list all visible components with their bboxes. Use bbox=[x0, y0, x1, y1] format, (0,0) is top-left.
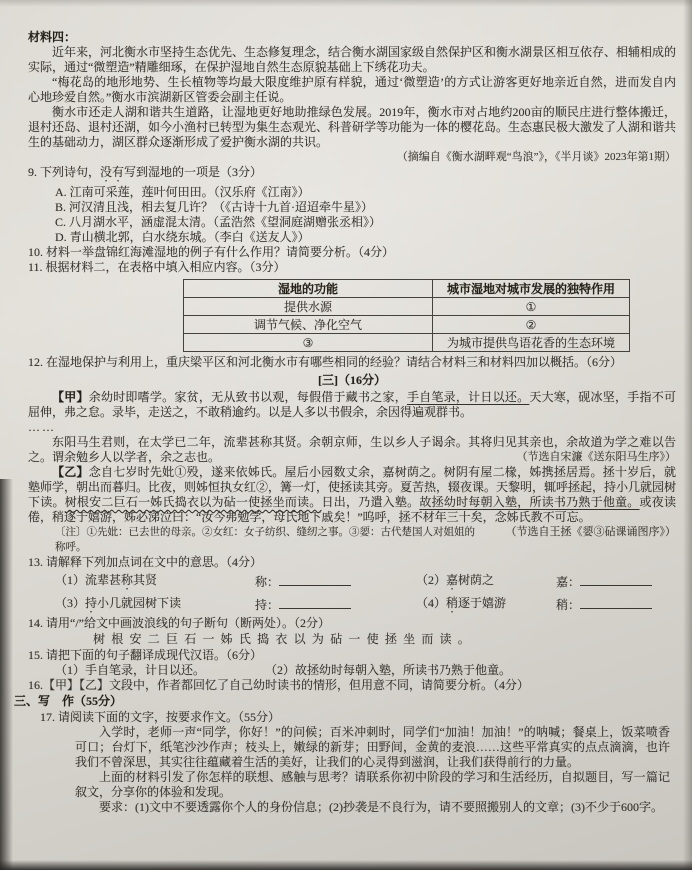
q13-item-1-post: 其贤 bbox=[133, 573, 158, 587]
essay-prompt: 入学时，老师一声“同学，你好！”的问候；百米冲刺时，同学们“加油！加油！”的呐喊；餐桌上，饭菜喷香可口；台灯下，纸笔沙沙作声；枝头上，嫩绿的新芽；田野间，金黄的麦浪……这些平常真实的点点滴滴，也许我们不曾深思，其实往往蕴藏着生活的美好，让我们的心灵得到滋润，让我们获得前行的力量。 bbox=[75, 725, 670, 769]
question-17-stem: 17. 请阅读下面的文字，按要求作文。（55分） bbox=[40, 710, 281, 724]
q13-item-2-post: 树荫之 bbox=[458, 573, 495, 587]
q13-item-4-dotted-word: 稍 bbox=[446, 596, 459, 610]
passage-yi-paragraph bbox=[28, 465, 677, 538]
yi-seg3: 或夜读倦，稍逐于嬉游，姊必涕泣曰：“汝今弗勉学，母氏地下戚矣！”呜呼，拯不材年三十矣，念姊氏教不可忘。 bbox=[28, 495, 676, 524]
q13-item-1-dotted-word: 称 bbox=[121, 573, 134, 587]
q13-item-1-answer bbox=[255, 572, 400, 593]
yi-citation: （节选自王拯《媭③砧课诵图序》） bbox=[505, 526, 676, 538]
passage-jia-paragraph-1 bbox=[28, 390, 676, 420]
q9-options bbox=[55, 185, 676, 245]
q15-items bbox=[55, 663, 676, 678]
yi-underlined-phrase: 故拯幼时每朝入塾，所读书乃熟于他童。 bbox=[419, 495, 640, 509]
essay-requirements: 要求：(1)文中不要透露你个人的身份信息；(2)抄袭是不良行为，请不要照搬别人的文章；(3)不少于600字。 bbox=[99, 800, 663, 814]
jia-underlined-phrase: 手自笔录，计日以还。 bbox=[406, 390, 530, 404]
material4-citation: （摘编自《衡水湖畔观“鸟浪”》，《半月谈》2023年第1期） bbox=[396, 151, 676, 163]
q9-option-a: A. 江南可采莲，莲叶何田田。（汉乐府《江南》） bbox=[55, 185, 310, 199]
footnotes: 〔注〕①先妣：已去世的母亲。②女红：女子纺织、缝纫之事。③媭：古代楚国人对姐姐的称呼。 bbox=[55, 527, 475, 553]
answer-blank-3 bbox=[279, 597, 351, 609]
table-header-role: 城市湿地对城市发展的独特作用 bbox=[433, 280, 630, 298]
q13-item-2-phrase bbox=[416, 570, 556, 593]
jia-seg2: 天大寒，砚冰坚，手指不可屈伸，弗之怠。录毕，走送之，不敢稍逾约。以是人多以书假余，余因得遍观群书。 bbox=[28, 390, 676, 419]
table-cell: 提供水源 bbox=[184, 298, 433, 316]
table-cell: 为城市提供鸟语花香的生态环境 bbox=[433, 334, 630, 352]
passage-jia-label: 【甲】 bbox=[52, 390, 89, 404]
q13-item-1-phrase bbox=[55, 570, 255, 593]
writing-section-heading: 三、写 作（55分） bbox=[14, 694, 123, 708]
q9-option-c: C. 八月湖水平，涵虚混太清。（孟浩然《望洞庭湖赠张丞相》） bbox=[55, 215, 382, 229]
q13-item-3-dotted-word: 持 bbox=[85, 596, 98, 610]
q9-option-d: D. 青山横北郭，白水绕东城。（李白《送友人》） bbox=[55, 230, 310, 244]
passage-yi-label: 【乙】 bbox=[52, 465, 89, 479]
q13-item-2-label: 嘉： bbox=[556, 575, 581, 589]
question-13-stem: 13. 请解释下列加点词在文中的意思。（4分） bbox=[28, 555, 263, 569]
material4-paragraph-1: 近年来，河北衡水市坚持生态优先、生态修复理念，结合衡水湖国家级自然保护区和衡水湖景区相互依存、相辅相成的实际，通过“微塑造”精雕细琢，在保护湿地自然生态原貌基础上下绣花功夫。 bbox=[28, 45, 677, 74]
q13-item-3-label: 持： bbox=[255, 598, 280, 612]
jia-seg1: 余幼时即嗜学。家贫，无从致书以观，每假借于藏书之家， bbox=[88, 390, 407, 404]
table-header-row bbox=[184, 280, 630, 298]
q9-stem-pre: 9. 下列诗句， bbox=[28, 165, 101, 179]
q13-row-2 bbox=[55, 593, 676, 616]
question-11-stem: 11. 根据材料二，在表格中填入相应内容。（3分） bbox=[28, 260, 286, 274]
q13-item-3-answer bbox=[255, 595, 400, 616]
question-16: 16.【甲】【乙】文段中，作者都回忆了自己幼时读书的情形，但用意不同，请简要分析。（4分） bbox=[28, 678, 530, 692]
question-15-stem: 15. 请把下面的句子翻译成现代汉语。（6分） bbox=[28, 648, 263, 662]
wetland-functions-table bbox=[183, 279, 630, 352]
table-header-function: 湿地的功能 bbox=[184, 280, 433, 298]
table-row bbox=[184, 334, 630, 352]
yi-wavy-phrase: 树根安二巨石一姊氏捣衣以为砧一使拯坐而读。 bbox=[64, 495, 322, 509]
q13-item-4-pre: （4） bbox=[416, 596, 447, 610]
passage-jia-paragraph-2 bbox=[28, 435, 676, 465]
question-10: 10. 材料一举盘锦红海滩湿地的例子有什么作用？请简要分析。（4分） bbox=[28, 245, 395, 259]
answer-blank-1 bbox=[279, 574, 351, 586]
q13-item-4-label: 稍： bbox=[556, 598, 581, 612]
section-3-heading: [三]（16分） bbox=[318, 373, 386, 387]
q13-item-4-post: 逐于嬉游 bbox=[458, 596, 507, 610]
q13-item-3-phrase bbox=[55, 593, 255, 616]
q13-item-2-answer bbox=[556, 572, 676, 593]
yi-seg2: 日出，乃遣入塾。 bbox=[321, 495, 420, 509]
ellipsis-line: …… bbox=[28, 420, 56, 434]
q13-item-2-pre: （2） bbox=[416, 573, 447, 587]
q9-stem-post: 写到湿地的一项是（3分） bbox=[124, 165, 263, 179]
q13-item-4-phrase bbox=[416, 593, 556, 616]
jia-para2-text: 东阳马生君则，在太学已二年，流辈甚称其贤。余朝京师，生以乡人子谒余。其将归见其亲也，余故道为学之难以告之。谓余勉乡人以学者，余之志也。 bbox=[28, 435, 676, 464]
jia-citation: （节选自宋濂《送东阳马生序》） bbox=[516, 451, 676, 463]
q13-item-3-pre: （3） bbox=[55, 596, 86, 610]
q13-item-4-answer bbox=[556, 595, 676, 616]
q14-sentence: 树根安二巨石一姊氏捣衣以为砧一使拯坐而读。 bbox=[93, 632, 477, 646]
essay-instructions: 上面的材料引发了你怎样的联想、感触与思考？请联系你初中阶段的学习和生活经历，自拟题目，写一篇记叙文，分享你的体验和发现。 bbox=[75, 770, 670, 799]
table-cell-blank-3: ③ bbox=[184, 334, 433, 352]
q13-item-1-label: 称： bbox=[255, 575, 280, 589]
answer-blank-2 bbox=[580, 574, 652, 586]
q15-item-2: （2）故拯幼时每朝入塾，所读书乃熟于他童。 bbox=[265, 663, 512, 677]
material4-paragraph-2: “梅花岛的地形地势、生长植物等均最大限度维护原有样貌，通过‘微塑造’的方式让游客更好地亲近自然，进而发自内心地珍爱自然。”衡水市滨湖新区管委会副主任说。 bbox=[28, 75, 676, 104]
q9-emphasized-word: 没有 bbox=[100, 165, 125, 179]
table-row bbox=[184, 316, 630, 334]
q13-row-1 bbox=[55, 570, 676, 593]
material4-paragraph-3: 衡水市还走人湖和谐共生道路，让湿地更好地助推绿色发展。2019年，衡水市对占地约200亩的顺民庄进行整体搬迁，退村还岛、退村还湖，如今小渔村已转型为集生态观光、科普研学等功能为一体的樱花岛。生态惠民极大激发了人湖和谐共生的基础动力，湖区群众逐渐形成了爱护衡水湖的共识。 bbox=[28, 105, 677, 149]
material4-heading: 材料四： bbox=[28, 30, 77, 44]
table-cell-blank-2: ② bbox=[433, 316, 630, 334]
table-cell-blank-1: ① bbox=[433, 298, 630, 316]
q15-item-1: （1）手自笔录，计日以还。 bbox=[55, 663, 206, 677]
q13-item-1-pre: （1）流辈甚 bbox=[55, 573, 122, 587]
q13-item-2-dotted-word: 嘉 bbox=[446, 573, 459, 587]
question-12: 12. 在湿地保护与利用上，重庆梁平区和河北衡水市有哪些相同的经验？请结合材料三和材料四加以概括。（6分） bbox=[28, 355, 623, 369]
q13-item-3-post: 小几就园树下读 bbox=[97, 596, 182, 610]
question-9-stem bbox=[28, 165, 676, 185]
table-row bbox=[184, 298, 630, 316]
question-14-stem: 14. 请用“/”给文中画波浪线的句子断句（断两处）。（2分） bbox=[28, 616, 330, 630]
q9-option-b: B. 河汉清且浅，相去复几许？（《古诗十九首·迢迢牵牛星》） bbox=[55, 200, 374, 214]
answer-blank-4 bbox=[580, 597, 652, 609]
table-cell: 调节气候、净化空气 bbox=[184, 316, 433, 334]
yi-seg1: 念自七岁时先妣①殁，遂来依姊氏。屋后小园数丈余，嘉树荫之。树阴有屋二椽，姊携拯居焉。拯十岁后，就塾师学，朝出而暮归。比夜，则姊恒执女红②，篝一灯，使拯读其旁。夏苦热，辍夜课。天黎明，辄呼拯起，持小几就园树下读。 bbox=[28, 465, 677, 509]
